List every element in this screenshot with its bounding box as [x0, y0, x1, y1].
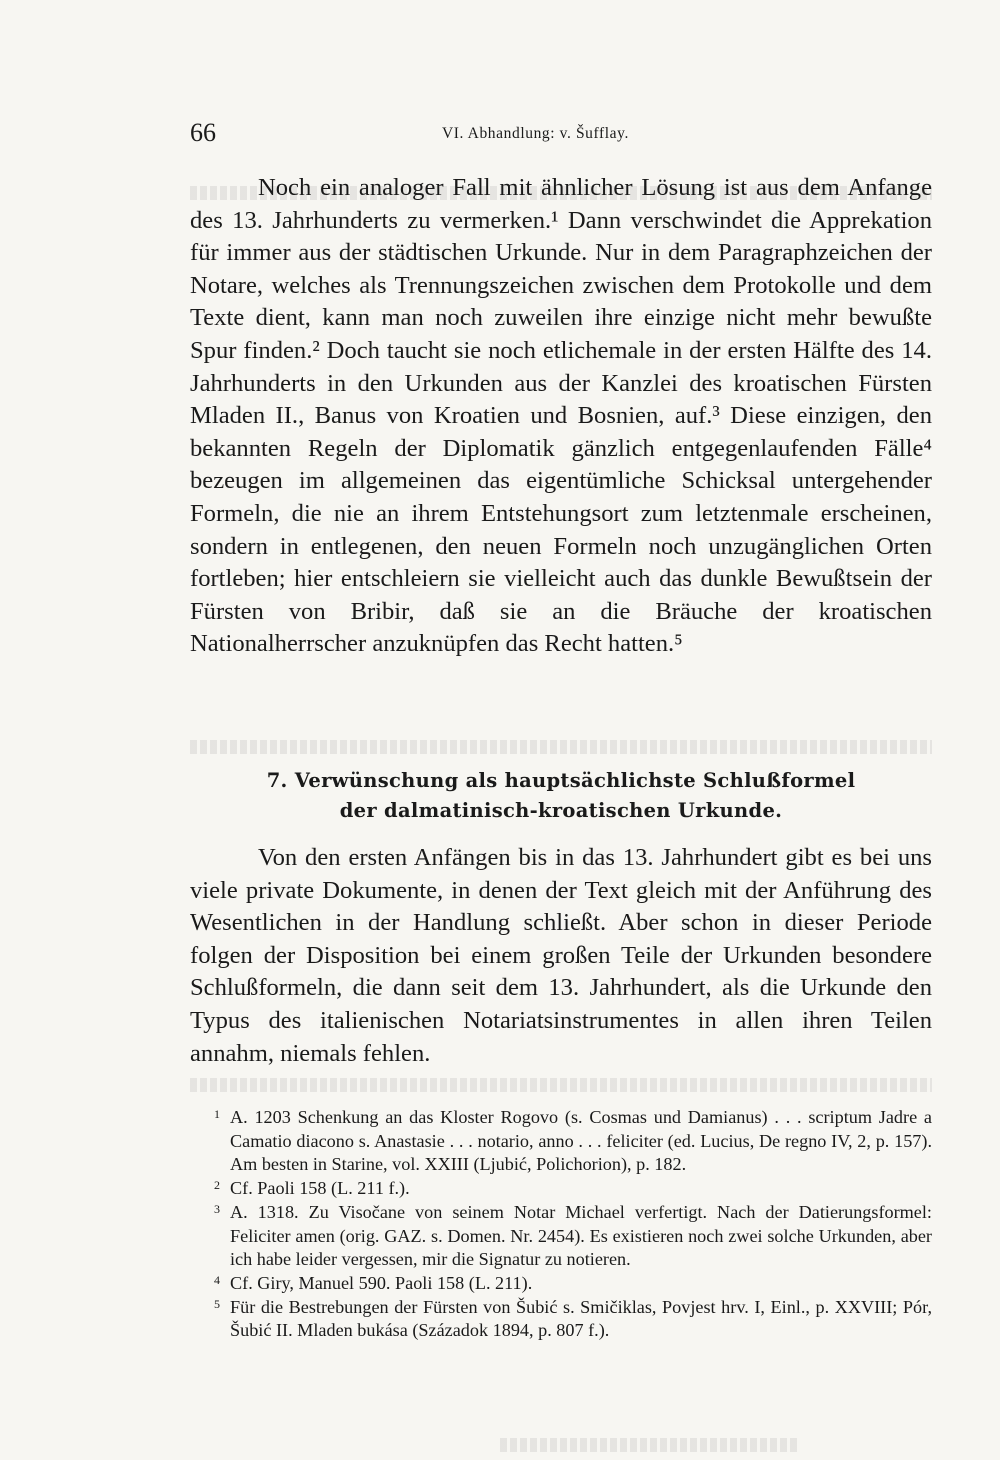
- footnote-text: A. 1318. Zu Visočane von seinem Notar Michael verfertigt. Nach der Datierungsformel: Feliciter amen (orig. GAZ. s. Domen. Nr. 2454). Es existieren noch zwei solche Urkunden, aber ich habe leider vergessen, mir die Signatur zu notieren.: [230, 1201, 932, 1270]
- footnote: [190, 1106, 932, 1177]
- footnote-mark: 4: [214, 1272, 220, 1287]
- page-number: 66: [190, 118, 216, 147]
- page-header: [190, 118, 932, 148]
- bleed-through-text: [190, 740, 932, 754]
- section-heading-line2: der dalmatinisch-kroatischen Urkunde.: [339, 799, 783, 822]
- bleed-through-text: [190, 1078, 932, 1092]
- footnote-text: A. 1203 Schenkung an das Kloster Rogovo (s. Cosmas und Damianus) . . . scriptum Jadre a Camatio diacono s. Anastasie . . . notario, anno . . . feliciter (ed. Lucius, De regno IV, 2, p. 157). Am besten in Starine, vol. XXIII (Ljubić, Polichorion), p. 182.: [230, 1107, 932, 1175]
- bleed-through-text: [500, 1438, 800, 1452]
- section-heading: [190, 766, 932, 826]
- running-head: VI. Abhandlung: v. Šufflay.: [442, 125, 629, 142]
- paragraph-apprekation: Noch ein analoger Fall mit ähnlicher Lösung ist aus dem Anfange des 13. Jahrhunderts zu vermerken.¹ Dann verschwindet die Apprekation für immer aus der städtischen Urkunde. Nur in dem Paragraphzeichen der Notare, welches als Trennungszeichen zwischen dem Protokolle und dem Texte dient, kann man noch zuweilen ihre einzige nicht mehr bewußte Spur finden.² Doch taucht sie noch etlichemale in der ersten Hälfte des 14. Jahrhunderts in den Urkunden aus der Kanzlei des kroatischen Fürsten Mladen II., Banus von Kroatien und Bosnien, auf.³ Diese einzigen, den bekannten Regeln der Diplomatik gänzlich entgegenlaufenden Fälle⁴ bezeugen im allgemeinen das eigentümliche Schicksal untergehender Formeln, die nie an ihrem Entstehungsort zum letztenmale erscheinen, sondern in entlegenen, den neuen Formeln noch unzugänglichen Orten fortleben; hier entschleiern sie vielleicht auch das dunkle Bewußtsein der Fürsten von Bribir, daß sie an die Bräuche der kroatischen Nationalherrscher anzuknüpfen das Recht hatten.⁵: [190, 174, 932, 658]
- footnote-text: Cf. Paoli 158 (L. 211 f.).: [230, 1178, 410, 1199]
- paragraph-schlussformeln: Von den ersten Anfängen bis in das 13. Jahrhundert gibt es bei uns viele private Dokumente, in denen der Text gleich mit der Anführung des Wesentlichen in der Handlung schließt. Aber schon in dieser Periode folgen der Disposition bei einem großen Teile der Urkunden besondere Schlußformeln, die dann seit dem 13. Jahrhundert, als die Urkunde den Typus des italienischen Notariatsinstrumentes in allen ihren Teilen annahm, niemals fehlen.: [190, 844, 932, 1067]
- footnote-mark: 1: [214, 1107, 220, 1121]
- footnote-text: Cf. Giry, Manuel 590. Paoli 158 (L. 211).: [230, 1272, 533, 1293]
- footnote-mark: 5: [214, 1296, 220, 1311]
- section-heading-line1: 7. Verwünschung als hauptsächlichste Schlußformel: [266, 769, 856, 792]
- footnote: [190, 1201, 932, 1272]
- footnote: [190, 1177, 932, 1201]
- footnote-mark: 2: [214, 1178, 220, 1193]
- footnotes: [190, 1106, 932, 1343]
- footnote: [190, 1272, 932, 1296]
- footnote: [190, 1296, 932, 1343]
- footnote-mark: 3: [214, 1201, 220, 1216]
- footnote-text: Für die Bestrebungen der Fürsten von Šubić s. Smičiklas, Povjest hrv. I, Einl., p. XXVIII; Pór, Šubić II. Mladen bukása (Századok 1894, p. 807 f.).: [230, 1296, 932, 1341]
